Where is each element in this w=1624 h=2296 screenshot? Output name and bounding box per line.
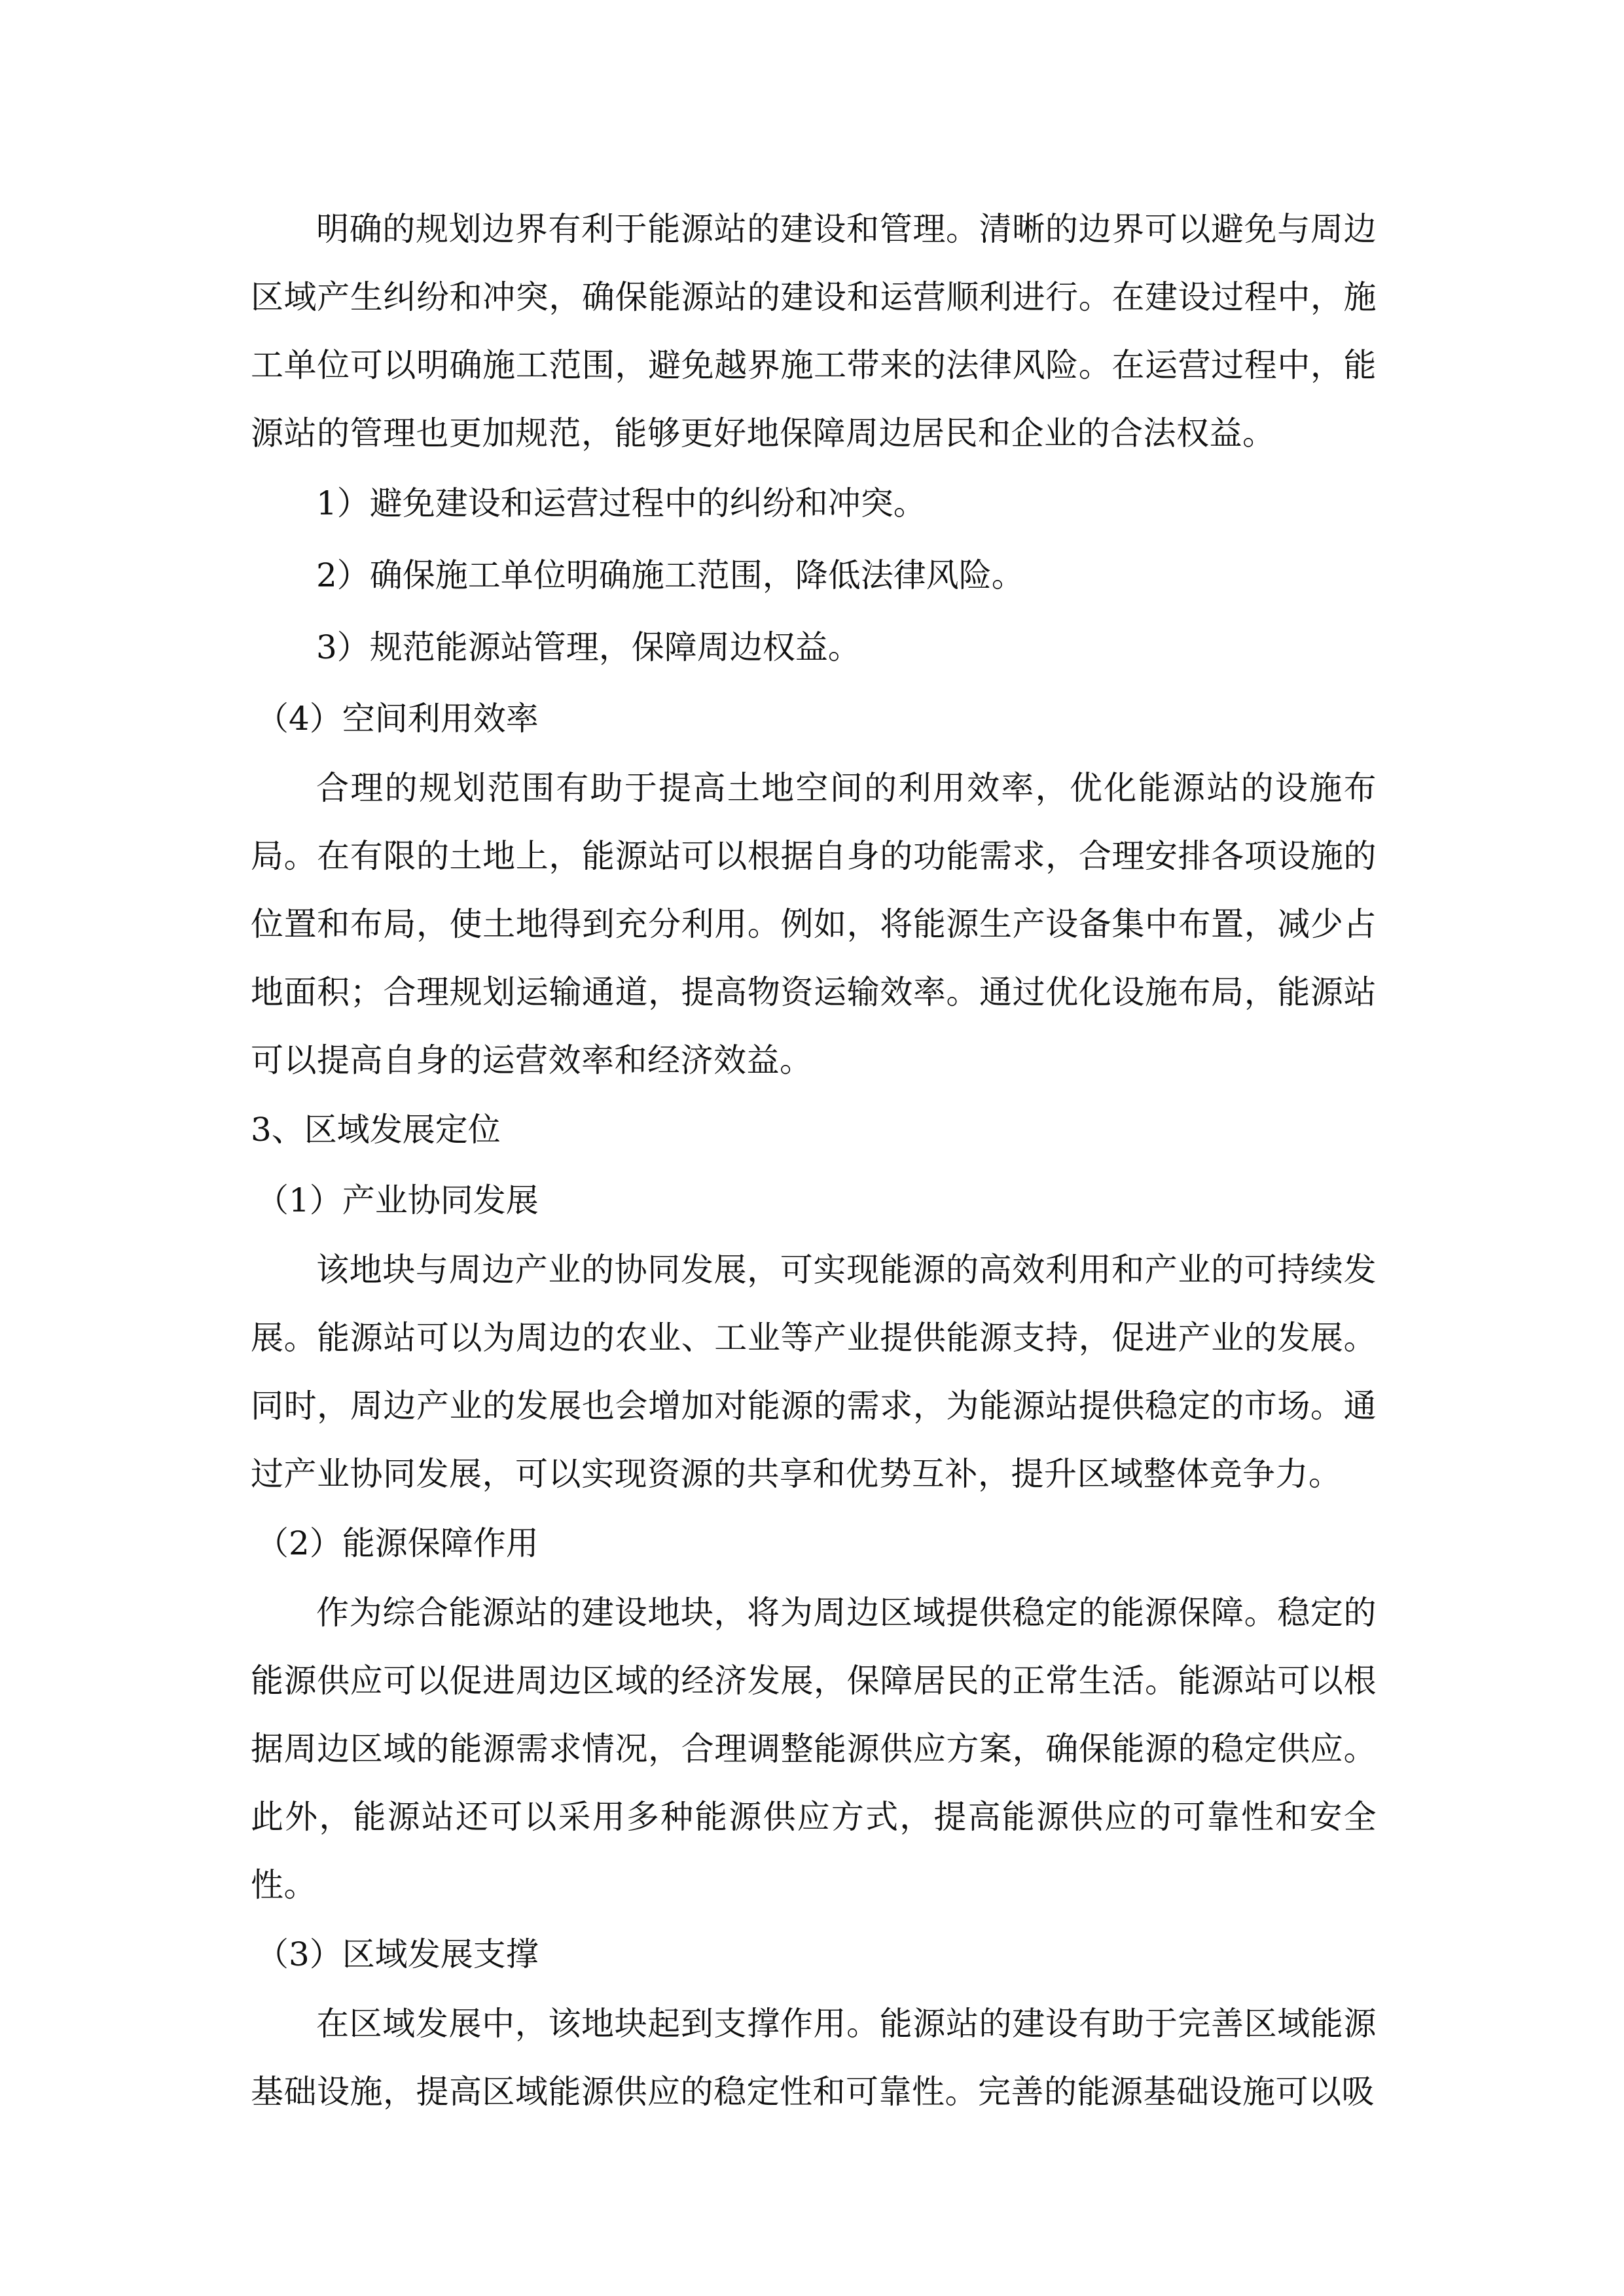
document-body xyxy=(251,195,1377,2126)
heading-industry-synergy: （1）产业协同发展 xyxy=(256,1181,539,1219)
heading-regional-positioning: 3、区域发展定位 xyxy=(251,1111,501,1149)
heading-space-efficiency: （4）空间利用效率 xyxy=(256,700,539,738)
paragraph-planning-boundary: 明确的规划边界有利于能源站的建设和管理。清晰的边界可以避免与周边区域产生纠纷和冲突，确保能源站的建设和运营顺利进行。在建设过程中，施工单位可以明确施工范围，避免越界施工带来的法律风险。在运营过程中，能源站的管理也更加规范，能够更好地保障周边居民和企业的合法权益。 xyxy=(251,210,1377,452)
paragraph-regional-support: 在区域发展中，该地块起到支撑作用。能源站的建设有助于完善区域能源基础设施，提高区域能源供应的稳定性和可靠性。完善的能源基础设施可以吸 xyxy=(251,2005,1377,2111)
paragraph-space-efficiency: 合理的规划范围有助于提高土地空间的利用效率，优化能源站的设施布局。在有限的土地上，能源站可以根据自身的功能需求，合理安排各项设施的位置和布局，使土地得到充分利用。例如，将能源生产设备集中布置，减少占地面积；合理规划运输通道，提高物资运输效率。通过优化设施布局，能源站可以提高自身的运营效率和经济效益。 xyxy=(251,769,1377,1079)
list-item-1: 1）避免建设和运营过程中的纠纷和冲突。 xyxy=(316,484,926,522)
heading-energy-security: （2）能源保障作用 xyxy=(256,1524,539,1562)
paragraph-energy-security: 作为综合能源站的建设地块，将为周边区域提供稳定的能源保障。稳定的能源供应可以促进周边区域的经济发展，保障居民的正常生活。能源站可以根据周边区域的能源需求情况，合理调整能源供应方案，确保能源的稳定供应。此外，能源站还可以采用多种能源供应方式，提高能源供应的可靠性和安全性。 xyxy=(251,1594,1377,1904)
paragraph-industry-synergy: 该地块与周边产业的协同发展，可实现能源的高效利用和产业的可持续发展。能源站可以为周边的农业、工业等产业提供能源支持，促进产业的发展。同时，周边产业的发展也会增加对能源的需求，为能源站提供稳定的市场。通过产业协同发展，可以实现资源的共享和优势互补，提升区域整体竞争力。 xyxy=(251,1251,1377,1493)
heading-regional-support: （3）区域发展支撑 xyxy=(256,1935,539,1973)
list-item-3: 3）规范能源站管理，保障周边权益。 xyxy=(316,628,861,666)
list-item-2: 2）确保施工单位明确施工范围，降低法律风险。 xyxy=(316,556,1024,594)
